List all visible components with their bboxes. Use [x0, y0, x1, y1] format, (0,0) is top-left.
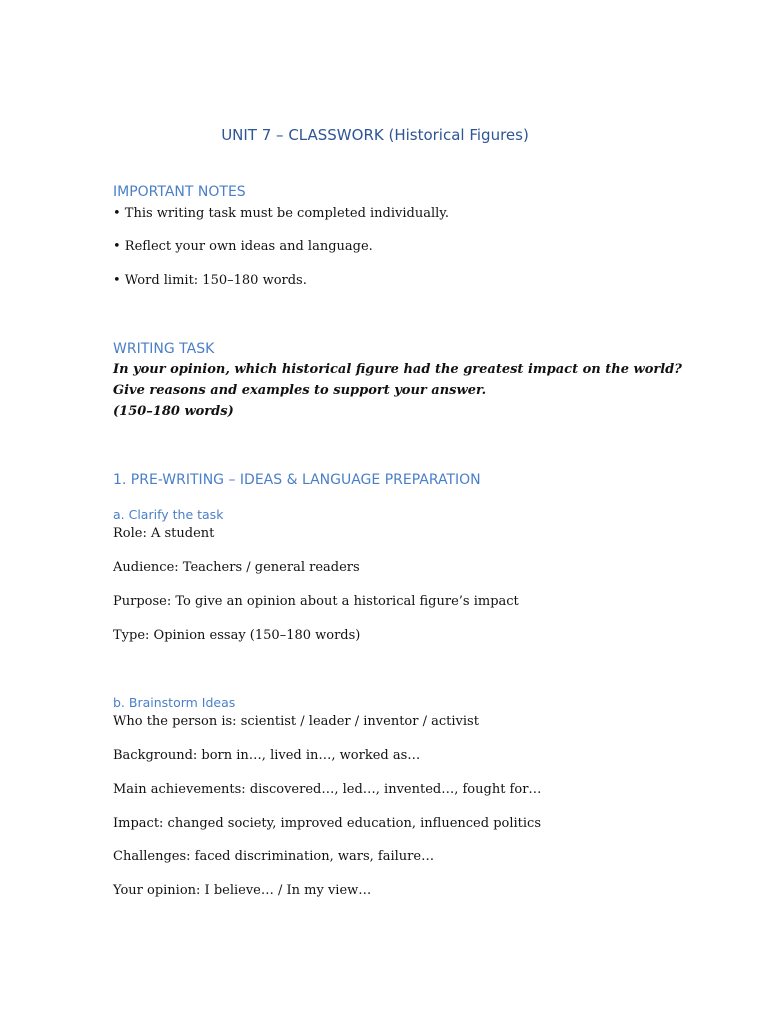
page-title: UNIT 7 – CLASSWORK (Historical Figures): [221, 126, 529, 144]
writing-task-instruction: Give reasons and examples to support your answer.: [113, 383, 487, 398]
clarify-item: Role: A student: [113, 526, 215, 541]
clarify-item: Audience: Teachers / general readers: [113, 560, 360, 575]
writing-task-question: In your opinion, which historical figure had the greatest impact on the world?: [113, 362, 682, 377]
clarify-item: Purpose: To give an opinion about a historical figure’s impact: [113, 594, 519, 609]
brainstorm-item: Who the person is: scientist / leader / inventor / activist: [113, 714, 479, 729]
clarify-item: Type: Opinion essay (150–180 words): [113, 628, 361, 643]
writing-task-word-count: (150–180 words): [113, 404, 234, 419]
clarify-task-heading: a. Clarify the task: [113, 507, 224, 522]
note-item: • This writing task must be completed individually.: [113, 206, 450, 221]
brainstorm-heading: b. Brainstorm Ideas: [113, 695, 236, 710]
pre-writing-heading: 1. PRE-WRITING – IDEAS & LANGUAGE PREPARATION: [113, 472, 481, 488]
brainstorm-item: Challenges: faced discrimination, wars, failure…: [113, 849, 435, 864]
brainstorm-item: Impact: changed society, improved education, influenced politics: [113, 816, 542, 831]
writing-task-heading: WRITING TASK: [113, 341, 215, 357]
important-notes-heading: IMPORTANT NOTES: [113, 184, 246, 200]
note-item: • Word limit: 150–180 words.: [113, 273, 307, 288]
brainstorm-item: Main achievements: discovered…, led…, invented…, fought for…: [113, 782, 542, 797]
brainstorm-item: Background: born in…, lived in…, worked as…: [113, 748, 421, 763]
brainstorm-item: Your opinion: I believe… / In my view…: [113, 883, 372, 898]
note-item: • Reflect your own ideas and language.: [113, 239, 373, 254]
